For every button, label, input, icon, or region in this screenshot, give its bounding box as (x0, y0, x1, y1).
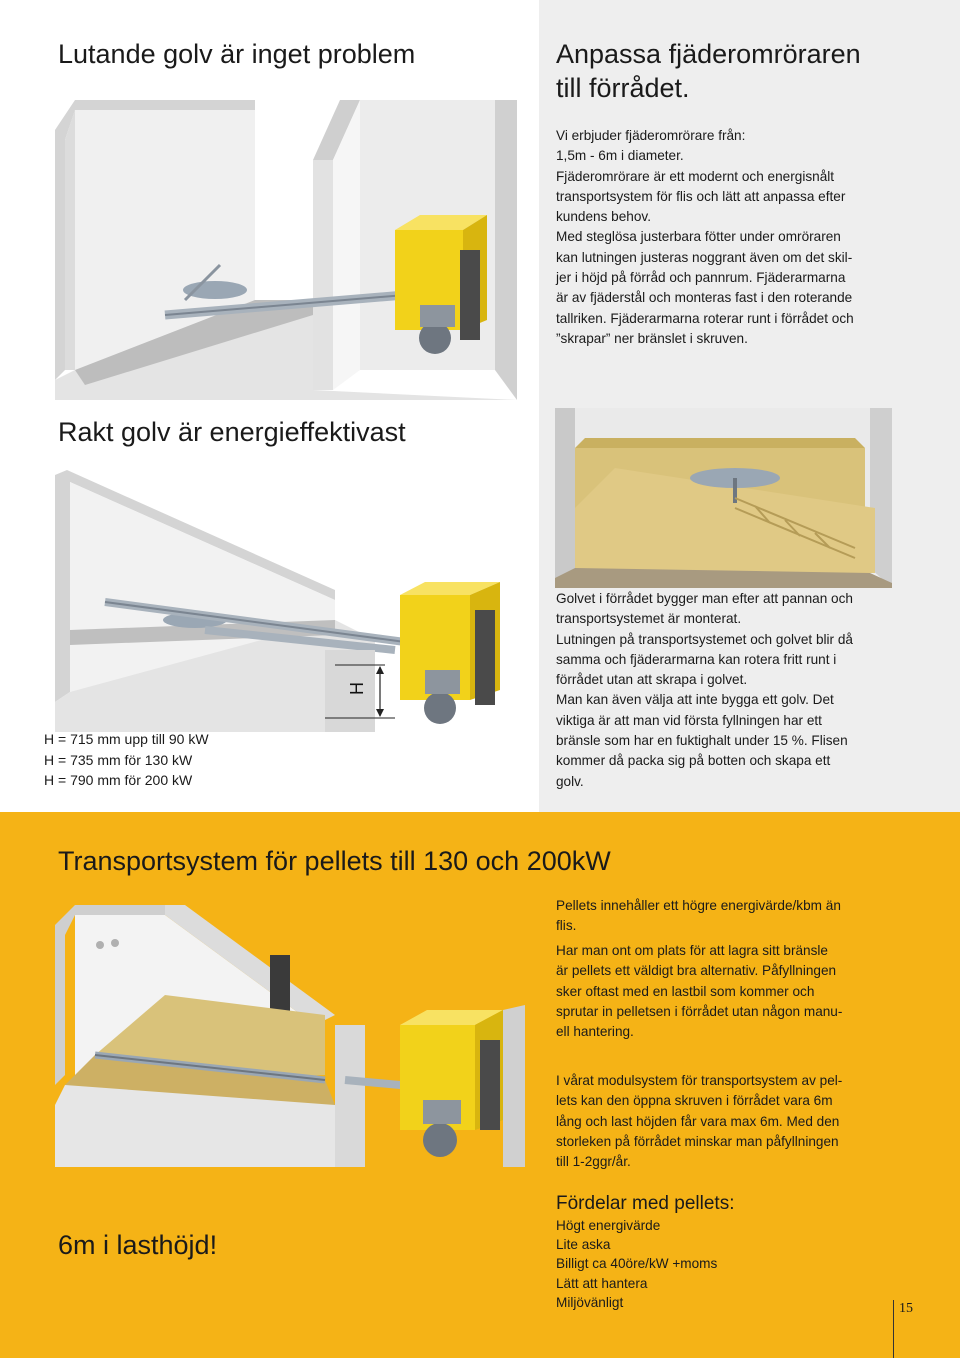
body-line: transportsystem för flis och lätt att anpassa efter (556, 188, 846, 204)
body-line: I vårat modulsystem för transportsystem av pel- (556, 1073, 843, 1088)
section2-body (556, 126, 854, 349)
section-title-adapt-stirrer-line2: till förrådet. (556, 72, 690, 103)
body-line: är av fjäderstål och monteras fast i den roterande (556, 290, 853, 306)
section-title-adapt-stirrer-line1: Anpassa fjäderomröraren (556, 39, 861, 69)
body-line: Man kan även välja att inte bygga ett golv. Det (556, 692, 834, 708)
benefit-item: Lite aska (556, 1237, 611, 1253)
body-line: Lutningen på transportsystemet och golvet blir då (556, 631, 853, 647)
body-line: bränsle som har en fuktighalt under 15 %. Flisen (556, 733, 848, 749)
benefit-item: Miljövänligt (556, 1294, 624, 1310)
body-line: ell hantering. (556, 1024, 634, 1040)
page-number: 15 (899, 1301, 913, 1316)
illustration-built-floor (555, 408, 892, 588)
section4-para1 (556, 896, 841, 937)
illustration-flat-floor (55, 470, 535, 732)
benefits-title: Fördelar med pellets: (556, 1193, 735, 1214)
benefits-list (556, 1216, 734, 1312)
body-line: storleken på förrådet minskar man påfyllningen (556, 1133, 839, 1149)
body-line: viktiga är att man vid första fyllningen har ett (556, 712, 822, 728)
body-line: sker oftast med en lastbil som kommer och (556, 983, 815, 999)
h-value-line: H = 735 mm för 130 kW (44, 751, 193, 768)
load-height-label: 6m i lasthöjd! (58, 1230, 218, 1260)
section2-heading (556, 38, 861, 106)
body-line: kundens behov. (556, 209, 651, 225)
section4-para3 (556, 1071, 842, 1172)
body-line: samma och fjäderarmarna kan rotera fritt runt i (556, 651, 837, 667)
body-line: transportsystemet är monterat. (556, 611, 742, 627)
section4-para2 (556, 941, 842, 1042)
body-line: ”skrapar” ner bränslet i skruven. (556, 330, 748, 346)
body-line: lets kan den öppna skruven i förrådet vara 6m (556, 1093, 833, 1109)
body-line: förrådet utan att skrapa i golvet. (556, 672, 748, 688)
body-line: flis. (556, 918, 577, 934)
body-line: golv. (556, 773, 584, 789)
body-line: jer i höjd på förråd och pannrum. Fjäderarmarna (556, 270, 846, 286)
body-line: till 1-2ggr/år. (556, 1154, 631, 1170)
body-line: Har man ont om plats för att lagra sitt bränsle (556, 943, 828, 958)
h-value-line: H = 790 mm för 200 kW (44, 772, 193, 788)
h-value-line: H = 715 mm upp till 90 kW (44, 731, 209, 747)
benefit-item: Lätt att hantera (556, 1275, 648, 1291)
benefit-item: Billigt ca 40öre/kW +moms (556, 1256, 718, 1272)
body-line: Pellets innehåller ett högre energivärde/kbm än (556, 898, 841, 913)
dimension-h-label: H (347, 682, 367, 695)
body-line: kommer då packa sig på botten och skapa ett (556, 753, 831, 769)
section3-body (556, 589, 853, 792)
body-line: tallriken. Fjäderarmarna roterar runt i förrådet och (556, 310, 854, 326)
h-values-list (44, 729, 209, 791)
benefit-item: Högt energivärde (556, 1218, 661, 1233)
illustration-pellet-storage (55, 905, 525, 1167)
illustration-sloped-floor (55, 100, 517, 402)
body-line: Fjäderomrörare är ett modernt och energisnålt (556, 168, 835, 184)
body-line: Golvet i förrådet bygger man efter att pannan och (556, 591, 853, 606)
section-title-sloped-floor: Lutande golv är inget problem (58, 39, 416, 69)
benefits-block (556, 1192, 734, 1312)
body-line: Med steglösa justerbara fötter under omröraren (556, 229, 841, 245)
body-line: kan lutningen justeras noggrant även om det skil- (556, 249, 853, 265)
page-number-box (893, 1300, 934, 1358)
section-title-pellet-transport: Transportsystem för pellets till 130 och 200kW (58, 846, 611, 876)
body-line: 1,5m - 6m i diameter. (556, 148, 684, 164)
body-line: sprutar in pelletsen i förrådet utan någon manu- (556, 1003, 843, 1019)
section-title-flat-floor: Rakt golv är energieffektivast (58, 417, 406, 447)
body-line: Vi erbjuder fjäderomrörare från: (556, 128, 746, 143)
body-line: lång och last höjden får vara max 6m. Med den (556, 1113, 840, 1129)
body-line: är pellets ett väldigt bra alternativ. Påfyllningen (556, 963, 837, 979)
